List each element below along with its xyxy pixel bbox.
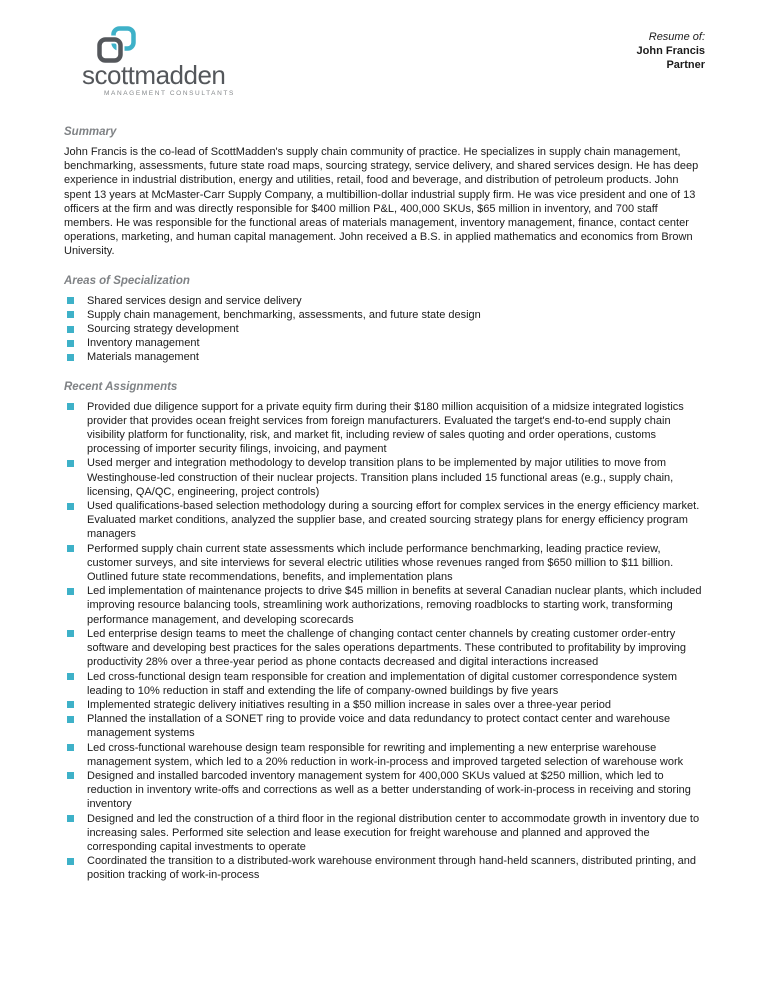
- bullet-item: Used merger and integration methodology to develop transition plans to be implemented by major utilities to move from Westinghouse-led construction of their nuclear projects. Transition plans included 15 functional areas (e.g., supply chain, licensing, QA/QC, engineering, project controls): [64, 456, 705, 499]
- logo-wordmark: scottmadden: [82, 60, 226, 90]
- areas-of-specialization-list: [64, 294, 705, 365]
- resume-of-label: Resume of:: [648, 31, 705, 43]
- bullet-item: Performed supply chain current state assessments which include performance benchmarking, leading practice review, customer surveys, and site interviews for several electric utilities whose revenues ranged from $650 million to $11 billion. Outlined future state recommendations, benefits, and implementation plans: [64, 542, 705, 585]
- summary-paragraph: John Francis is the co-lead of ScottMadden's supply chain community of practice. He specializes in supply chain management, benchmarking, assessments, future state road maps, sourcing strategy, service delivery, and shared services design. He has deep experience in industrial distribution, energy and utilities, retail, food and beverage, and distribution of petroleum products. John spent 13 years at McMaster-Carr Supply Company, a multibillion-dollar industrial supply firm. He was vice president and one of 13 officers at the firm and was directly responsible for $400 million P&L, 400,000 SKUs, $65 million in inventory, and 700 staff members. He was responsible for the functional areas of materials management, inventory management, finance, contact center operations, marketing, and human capital management. John received a B.S. in applied mathematics and economics from Brown University.: [64, 146, 699, 258]
- bullet-item: Supply chain management, benchmarking, assessments, and future state design: [64, 308, 705, 322]
- bullet-item: Implemented strategic delivery initiatives resulting in a $50 million increase in sales over a three-year period: [64, 698, 705, 712]
- page-header: [64, 26, 705, 110]
- bullet-item: Led cross-functional warehouse design team responsible for rewriting and implementing a new enterprise warehouse management system, which led to a 20% reduction in work-in-process and improved targeted selection of warehouse work: [64, 741, 705, 769]
- resume-sections: [64, 126, 705, 883]
- bullet-item: Shared services design and service delivery: [64, 294, 705, 308]
- bullet-item: Designed and led the construction of a third floor in the regional distribution center to accommodate growth in inventory due to increasing sales. Performed site selection and lease execution for freight warehouse and planned and approved the corresponding capital investments to operate: [64, 812, 705, 855]
- bullet-item: Planned the installation of a SONET ring to provide voice and data redundancy to protect contact center and warehouse management systems: [64, 712, 705, 740]
- bullet-item: Led implementation of maintenance projects to drive $45 million in benefits at several Canadian nuclear plants, which included improving resource balancing tools, streamlining work authorizations, removing roadblocks to starting work, transforming performance management, and developing scorecards: [64, 584, 705, 627]
- bullet-item: Designed and installed barcoded inventory management system for 400,000 SKUs valued at $250 million, which led to reduction in inventory write-offs and corrections as well as a better understanding of work-in-process in receiving and storing inventory: [64, 769, 705, 812]
- bullet-item: Inventory management: [64, 336, 705, 350]
- section-heading-recent-assignments: Recent Assignments: [64, 380, 178, 393]
- bullet-item: Sourcing strategy development: [64, 322, 705, 336]
- section-heading-summary: Summary: [64, 126, 117, 138]
- bullet-item: Led enterprise design teams to meet the challenge of changing contact center channels by creating customer order-entry software and developing best practices for the sales operations departments. These contributed to profitability by improving productivity 28% over a three-year period as phone contacts decreased and digital interactions increased: [64, 627, 705, 670]
- section-heading-areas-of-specialization: Areas of Specialization: [64, 274, 190, 287]
- person-title: Partner: [666, 59, 705, 71]
- scottmadden-logo: [82, 26, 235, 97]
- bullet-item: Coordinated the transition to a distributed-work warehouse environment through hand-held scanners, distributed printing, and position tracking of work-in-process: [64, 854, 705, 882]
- bullet-item: Provided due diligence support for a private equity firm during their $180 million acquisition of a midsize integrated logistics provider that provides ocean freight services from foreign manufacturers. Evaluated the target's end-to-end supply chain visibility platform for functionality, risk, and market fit, including review of sales quoting and order operations, customs processing of importer security filings, invoicing, and payment: [64, 400, 705, 457]
- person-name: John Francis: [636, 45, 705, 57]
- bullet-item: Led cross-functional design team responsible for creation and implementation of digital customer correspondence system leading to 10% reduction in staff and extending the life of company-owned buildings by five years: [64, 670, 705, 698]
- bullet-item: Used qualifications-based selection methodology during a sourcing effort for complex services in the energy efficiency market. Evaluated market conditions, analyzed the supplier base, and created sourcing strategy plans for energy efficiency program managers: [64, 499, 705, 542]
- recent-assignments-list: [64, 400, 705, 883]
- bullet-item: Materials management: [64, 350, 705, 364]
- logo-tagline: MANAGEMENT CONSULTANTS: [104, 90, 235, 97]
- resume-title-block: [637, 26, 705, 72]
